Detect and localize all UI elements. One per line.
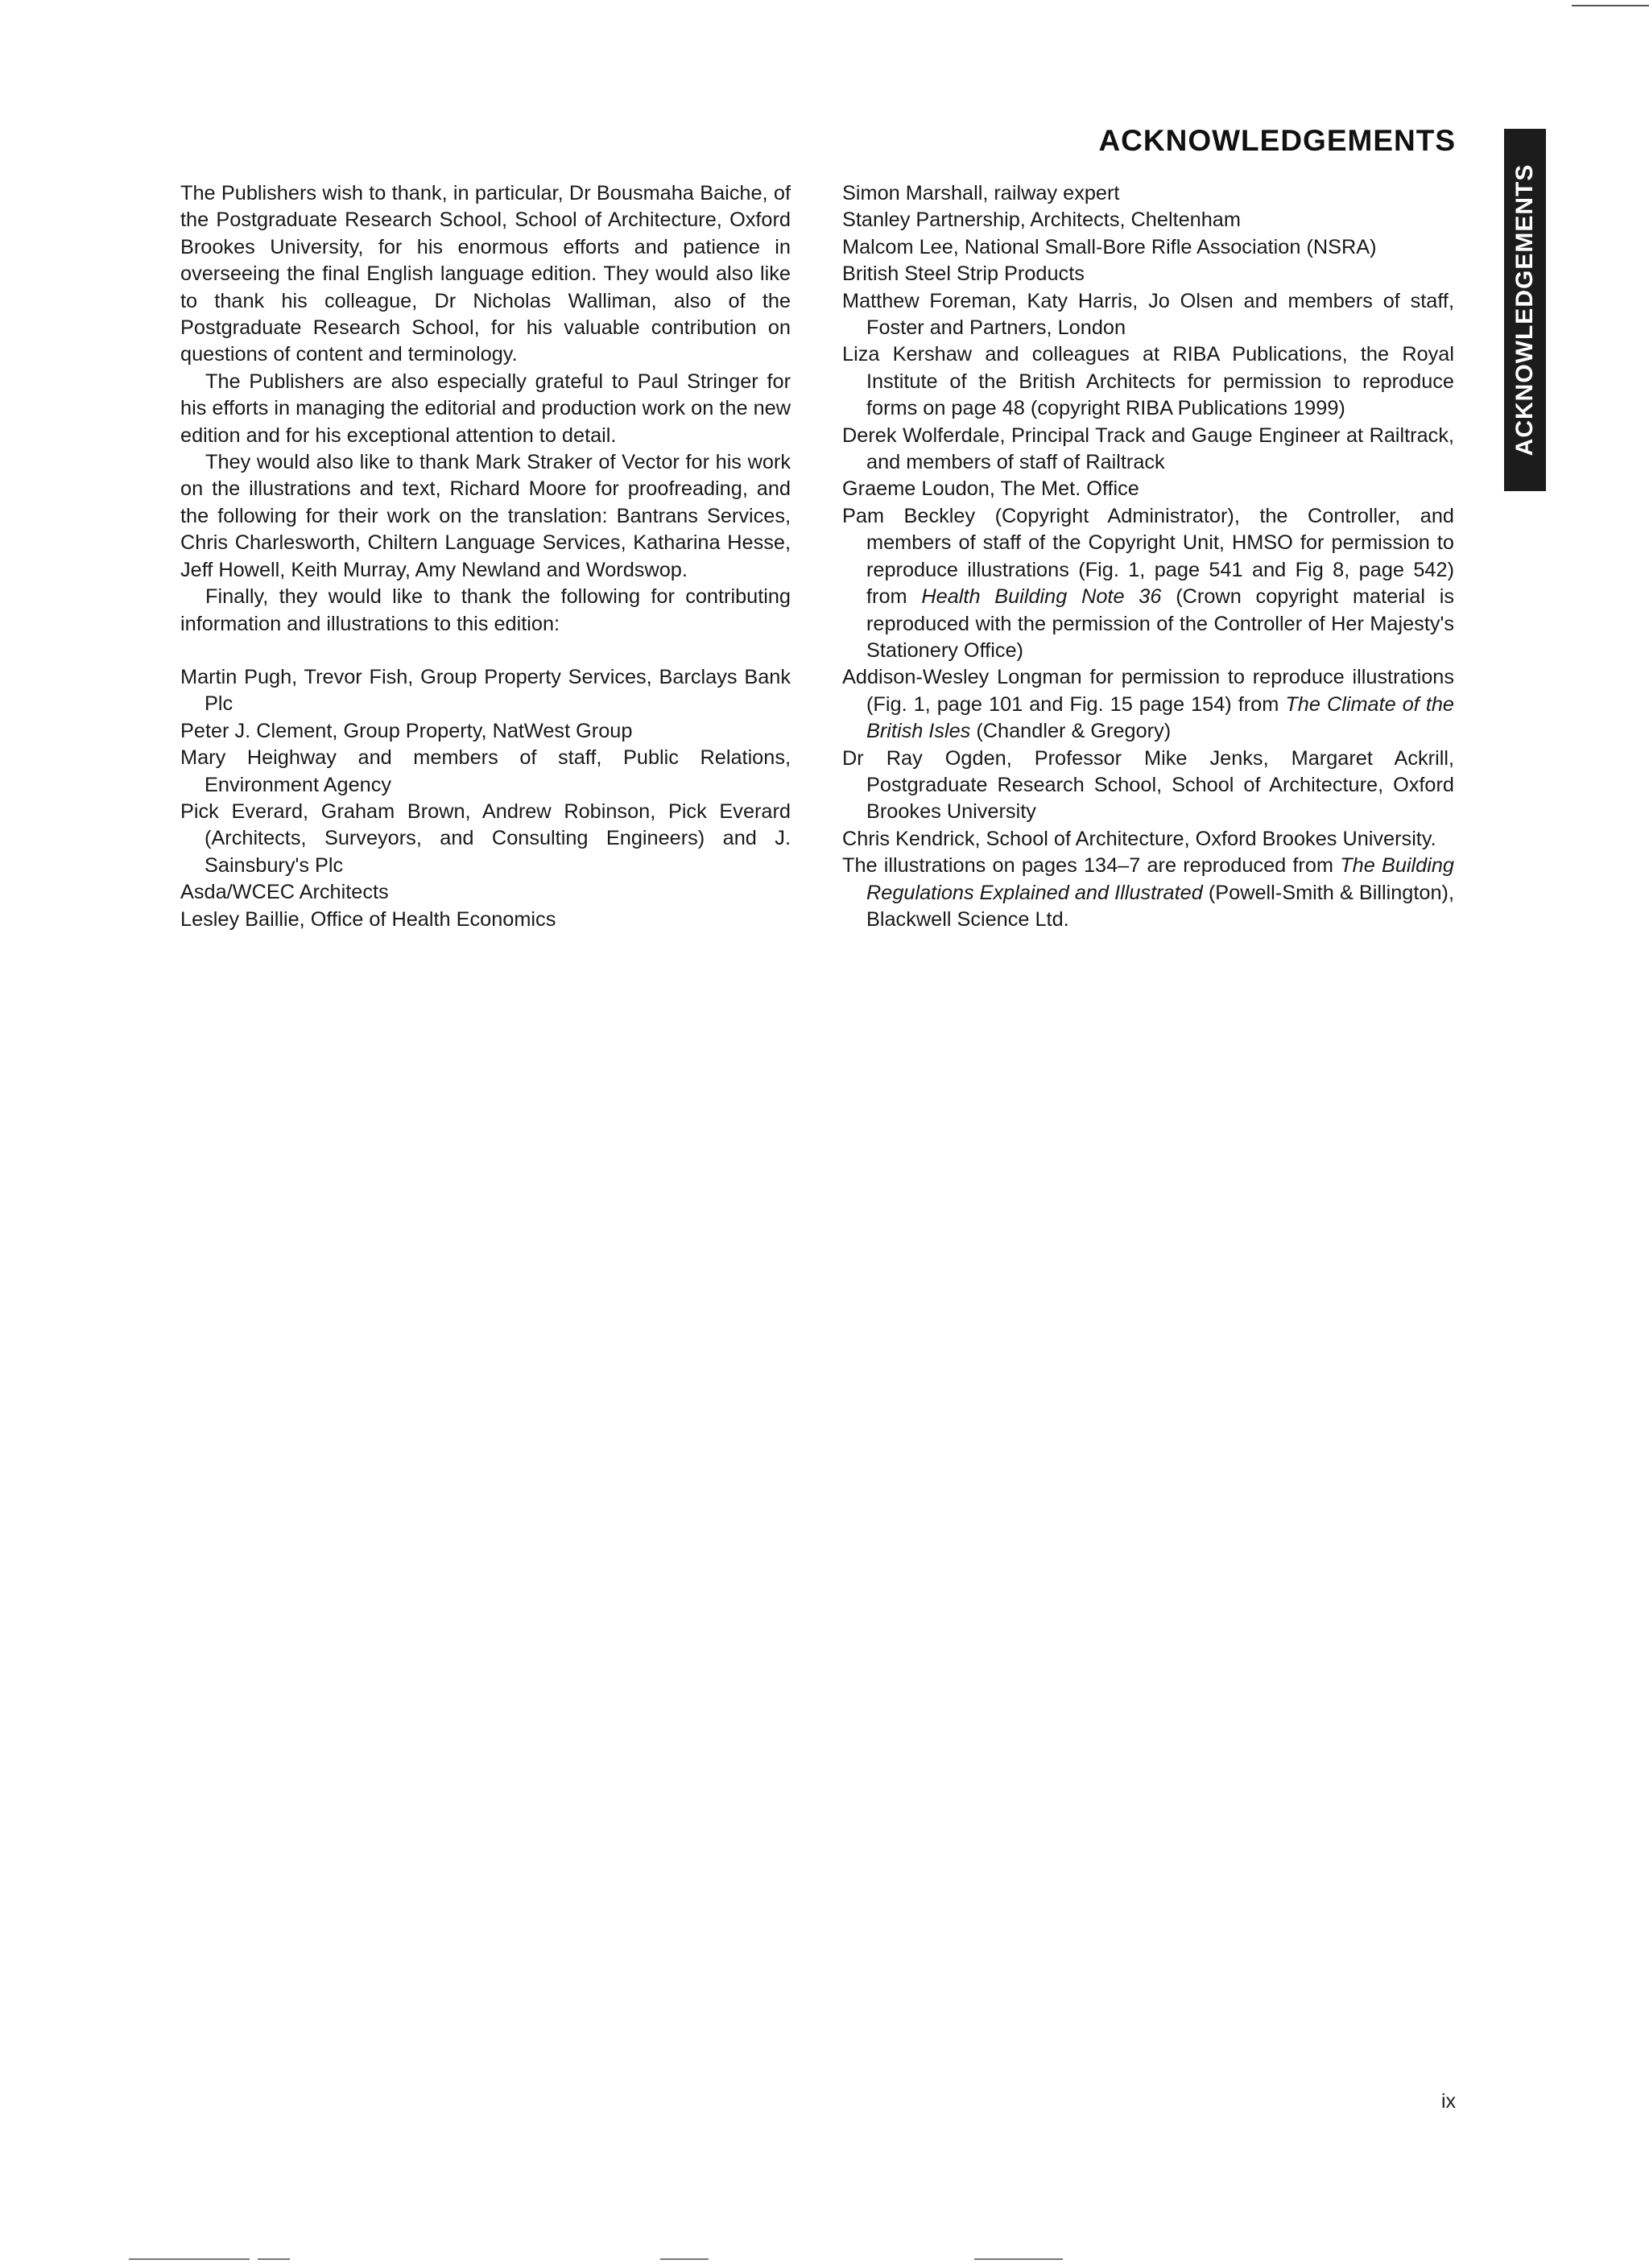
entry-text: The illustrations on pages 134–7 are reproduced from [842, 854, 1341, 878]
list-item: Peter J. Clement, Group Property, NatWest Group [180, 719, 633, 742]
side-tab [1504, 129, 1546, 491]
entry-text: Pam Beckley (Copyright Administrator), the Controller, and members of staff of the Copyright Unit, HMSO for permission to reproduce illustrations (Fig. 1, page 541 and Fig 8, page 542) from [842, 504, 1454, 609]
top-rule [1572, 5, 1649, 6]
publication-title: The Building Regulations Explained and Illustrated [866, 854, 1454, 904]
scan-artifact-line [974, 2258, 1063, 2260]
list-item: Chris Kendrick, School of Architecture, Oxford Brookes University. [842, 827, 1436, 850]
right-column [842, 180, 1454, 933]
paragraph: The Publishers are also especially grateful to Paul Stringer for his efforts in managing the editorial and production work on the new edition and for his exceptional attention to detail. [180, 370, 791, 447]
list-item: Liza Kershaw and colleagues at RIBA Publications, the Royal Institute of the British Architects for permission to reproduce forms on page 48 (copyright RIBA Publications 1999) [842, 343, 1454, 420]
list-item: Derek Wolferdale, Principal Track and Gauge Engineer at Railtrack, and members of staff of Railtrack [842, 423, 1454, 474]
publication-title: Health Building Note 36 [921, 585, 1162, 609]
publication-title: The Climate of the British Isles [866, 692, 1454, 743]
list-item-beckley [842, 503, 1454, 664]
list-item: Lesley Baillie, Office of Health Economics [180, 907, 556, 931]
list-item-illustrations [842, 853, 1454, 933]
left-column [180, 180, 791, 933]
entry-text: (Crown copyright material is reproduced with the permission of the Controller of Her Majesty's Stationery Office) [866, 585, 1454, 662]
list-item: Malcom Lee, National Small-Bore Rifle Association (NSRA) [842, 235, 1377, 258]
entry-text: Addison-Wesley Longman for permission to reproduce illustrations (Fig. 1, page 101 and Fig. 15 page 154) from [842, 666, 1454, 716]
list-item-longman [842, 664, 1454, 745]
entry-text: (Chandler & Gregory) [970, 720, 1172, 743]
scan-artifact-line [660, 2258, 709, 2260]
page-heading: ACKNOWLEDGEMENTS [1098, 124, 1456, 157]
list-item: Dr Ray Ogden, Professor Mike Jenks, Margaret Ackrill, Postgraduate Research School, School of Architecture, Oxford Brookes University [842, 746, 1454, 824]
list-item: Simon Marshall, railway expert [842, 182, 1120, 204]
side-tab-label: ACKNOWLEDGEMENTS [1511, 163, 1538, 456]
list-item: Stanley Partnership, Architects, Cheltenham [842, 209, 1241, 232]
paragraph: The Publishers wish to thank, in particular, Dr Bousmaha Baiche, of the Postgraduate Research School, School of Architecture, Oxford Brookes University, for his enormous efforts and patience in overseeing the final English language edition. They would also like to thank his colleague, Dr Nicholas Walliman, also of the Postgraduate Research School, for his valuable contribution on questions of content and terminology. [180, 182, 791, 366]
list-item: Martin Pugh, Trevor Fish, Group Property Services, Barclays Bank Plc [180, 665, 791, 716]
list-item: Matthew Foreman, Katy Harris, Jo Olsen and members of staff, Foster and Partners, London [842, 289, 1454, 340]
list-item: Graeme Loudon, The Met. Office [842, 477, 1139, 501]
list-item: Pick Everard, Graham Brown, Andrew Robinson, Pick Everard (Architects, Surveyors, and Consulting Engineers) and J. Sainsbury's Plc [180, 799, 791, 877]
entry-text: (Powell-Smith & Billington), Blackwell Science Ltd. [866, 881, 1454, 931]
scan-artifact-line [129, 2258, 250, 2260]
list-item: Asda/WCEC Architects [180, 881, 389, 904]
page-number: ix [1440, 2090, 1456, 2113]
paragraph: Finally, they would like to thank the following for contributing information and illustrations to this edition: [180, 585, 791, 635]
paragraph: They would also like to thank Mark Straker of Vector for his work on the illustrations and text, Richard Moore for proofreading, and the following for their work on the translation: Bantrans Services, Chris Charlesworth, Chiltern Language Services, Katharina Hesse, Jeff Howell, Keith Murray, Amy Newland and Wordswop. [180, 451, 791, 581]
spacer [180, 638, 791, 664]
list-item: British Steel Strip Products [842, 262, 1085, 286]
scan-artifact-line [258, 2258, 290, 2260]
list-item: Mary Heighway and members of staff, Public Relations, Environment Agency [180, 746, 791, 796]
